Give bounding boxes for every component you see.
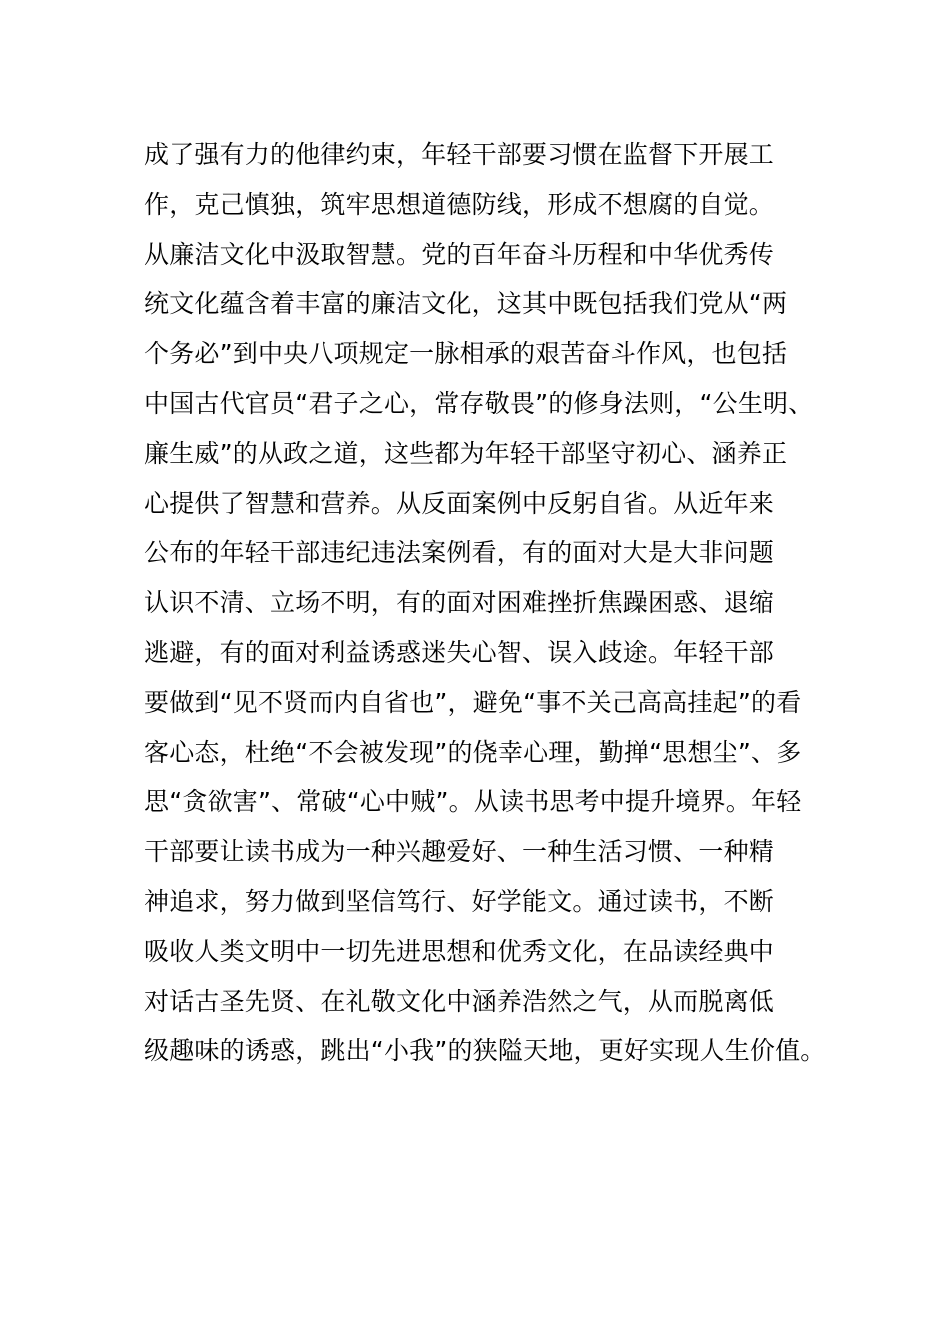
text-line: 心提供了智慧和营养。从反面案例中反躬自省。从近年来: [144, 488, 775, 518]
text-line: 作，克己慎独，筑牢思想道德防线，形成不想腐的自觉。: [144, 189, 775, 219]
text-line: 中国古代官员“君子之心，常存敬畏”的修身法则，“公生明、: [144, 388, 814, 418]
text-line: 神追求，努力做到坚信笃行、好学能文。通过读书，不断: [144, 886, 775, 916]
text-line: 思“贪欲害”、常破“心中贼”。从读书思考中提升境界。年轻: [144, 787, 802, 817]
text-line: 从廉洁文化中汲取智慧。党的百年奋斗历程和中华优秀传: [144, 239, 775, 269]
text-line: 干部要让读书成为一种兴趣爱好、一种生活习惯、一种精: [144, 837, 775, 867]
text-line: 公布的年轻干部违纪违法案例看，有的面对大是大非问题: [144, 538, 775, 568]
text-line: 客心态，杜绝“不会被发现”的侥幸心理，勤掸“思想尘”、多: [144, 737, 802, 767]
text-line: 廉生威”的从政之道，这些都为年轻干部坚守初心、涵养正: [144, 438, 788, 468]
text-line: 要做到“见不贤而内自省也”，避免“事不关己高高挂起”的看: [144, 687, 802, 717]
body-text: [144, 130, 824, 1076]
text-line: 逃避，有的面对利益诱惑迷失心智、误入歧途。年轻干部: [144, 637, 775, 667]
text-line: 级趣味的诱惑，跳出“小我”的狭隘天地，更好实现人生价值。: [144, 1036, 826, 1066]
text-line: 吸收人类文明中一切先进思想和优秀文化，在品读经典中: [144, 936, 775, 966]
text-line: 对话古圣先贤、在礼敬文化中涵养浩然之气，从而脱离低: [144, 986, 775, 1016]
text-line: 成了强有力的他律约束，年轻干部要习惯在监督下开展工: [144, 140, 775, 169]
text-line: 认识不清、立场不明，有的面对困难挫折焦躁困惑、退缩: [144, 588, 775, 618]
text-line: 统文化蕴含着丰富的廉洁文化，这其中既包括我们党从“两: [144, 289, 788, 319]
text-line: 个务必”到中央八项规定一脉相承的艰苦奋斗作风，也包括: [144, 339, 788, 369]
